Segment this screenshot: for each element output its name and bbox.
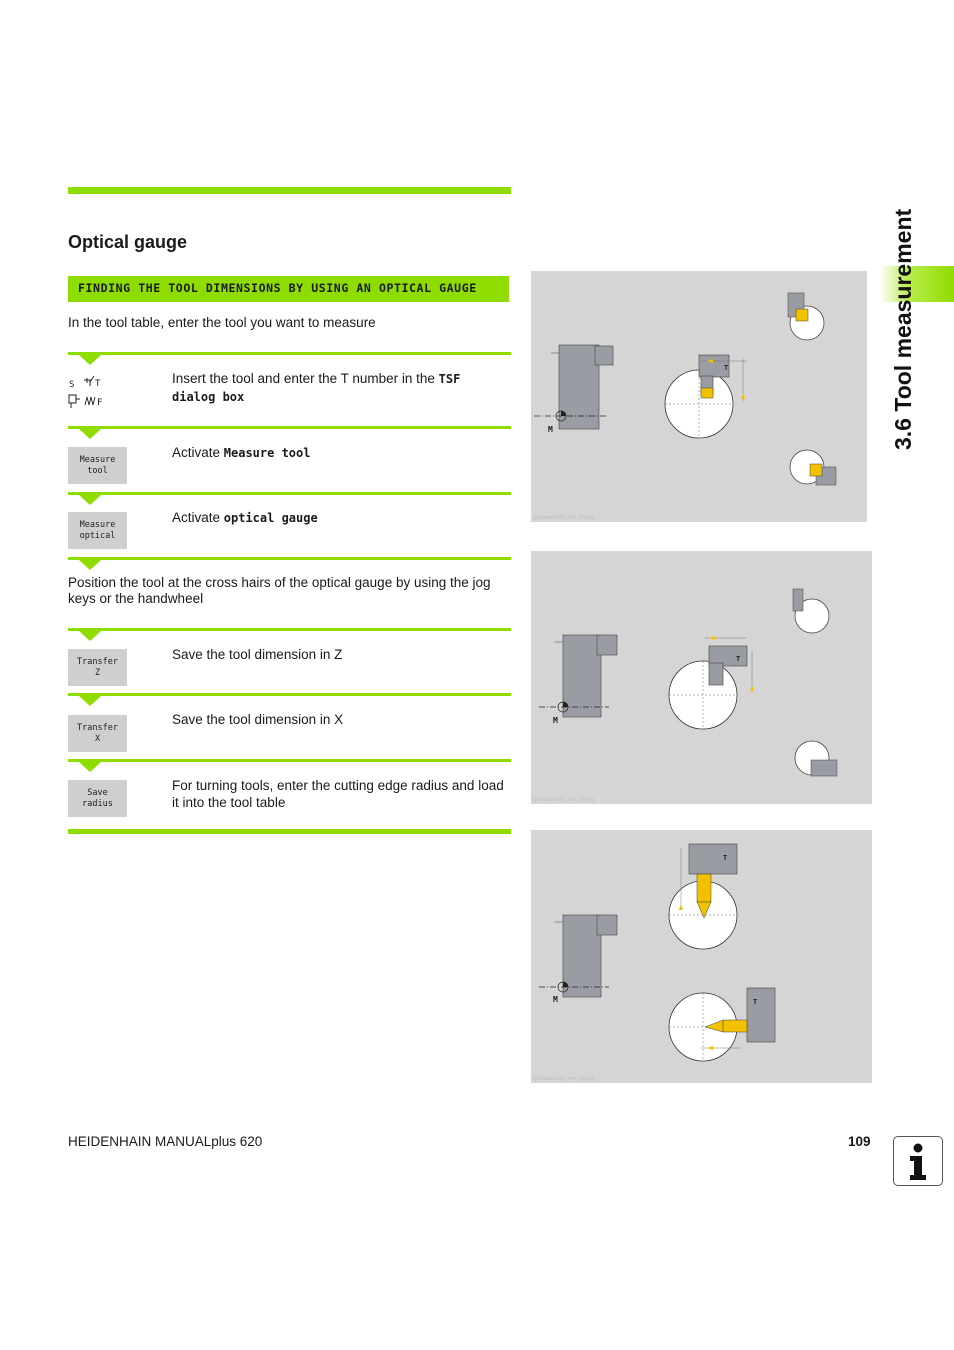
step1-label: Insert the tool and enter the T number in the xyxy=(172,371,439,386)
step-separator xyxy=(68,426,511,429)
step1-text xyxy=(172,370,510,406)
step3-code: optical gauge xyxy=(223,511,318,525)
origin-label: M xyxy=(553,716,558,725)
tool-insert-icon xyxy=(701,388,713,398)
step-arrow-icon xyxy=(79,696,101,706)
softkey-label: radius xyxy=(82,798,113,809)
tool-label: T xyxy=(736,655,741,663)
step2-code: Measure tool xyxy=(223,446,311,460)
softkey-label: Z xyxy=(94,667,101,678)
measure-optical-softkey[interactable] xyxy=(68,512,127,549)
step2-label: Activate xyxy=(172,445,224,460)
transfer-z-softkey[interactable] xyxy=(68,649,127,686)
figure-3 xyxy=(531,830,872,1083)
step-arrow-icon xyxy=(79,560,101,570)
figure-2-caption: g/anladen/e20_mnt_02.png xyxy=(533,797,594,803)
step-arrow-icon xyxy=(79,495,101,505)
step-separator xyxy=(68,557,511,560)
step2-text xyxy=(172,444,510,462)
step-separator xyxy=(68,492,511,495)
step6-text: For turning tools, enter the cutting edge radius and load it into the tool table xyxy=(172,778,504,810)
tool-label: T xyxy=(724,364,729,372)
page-title: Optical gauge xyxy=(68,232,188,252)
figure-1-caption: g/anladen/e20_mnt_01.png xyxy=(533,515,594,521)
figure-1 xyxy=(531,271,867,522)
step-arrow-icon xyxy=(79,631,101,641)
measure-tool-softkey[interactable] xyxy=(68,447,127,484)
info-icon xyxy=(893,1136,943,1186)
figure-2 xyxy=(531,551,872,804)
step-arrow-icon xyxy=(79,762,101,772)
transfer-x-softkey[interactable] xyxy=(68,715,127,752)
step1-code-dialog: dialog box xyxy=(172,390,245,404)
section-side-title: 3.6 Tool measurement xyxy=(890,208,916,450)
step3-text xyxy=(172,509,510,527)
step3-label: Activate xyxy=(172,510,224,525)
end-rule xyxy=(68,829,511,834)
step-separator xyxy=(68,693,511,696)
softkey-label: Measure xyxy=(79,454,116,465)
tool-label: T xyxy=(723,854,728,862)
figure-3-caption: g/anladen/e20_mnt_03.png xyxy=(533,1076,594,1082)
softkey-label: tool xyxy=(87,465,108,476)
softkey-label: Transfer xyxy=(77,656,118,667)
origin-label: M xyxy=(553,995,558,1004)
save-radius-softkey[interactable] xyxy=(68,780,127,817)
procedure-heading: FINDING THE TOOL DIMENSIONS BY USING AN OPTICAL GAUGE xyxy=(78,281,477,295)
tsf-softkey-icon[interactable] xyxy=(68,370,108,410)
softkey-label: Measure xyxy=(79,519,116,530)
page-number: 109 xyxy=(848,1134,871,1149)
middle-text: Position the tool at the cross hairs of the optical gauge by using the jog keys or the handwheel xyxy=(68,575,491,606)
softkey-label: optical xyxy=(79,530,116,541)
softkey-label: Save xyxy=(87,787,108,798)
step-arrow-icon xyxy=(79,429,101,439)
tsf-s-glyph: S xyxy=(69,380,75,390)
step5-text: Save the tool dimension in X xyxy=(172,712,344,727)
top-rule xyxy=(68,187,511,194)
tsf-f-glyph: F xyxy=(97,398,103,408)
step-separator xyxy=(68,759,511,762)
softkey-label: X xyxy=(94,733,101,744)
workpiece-shape xyxy=(559,345,599,429)
step1-code-tsf: TSF xyxy=(438,372,461,386)
step-separator xyxy=(68,352,511,355)
origin-label: M xyxy=(548,425,553,434)
intro-text: In the tool table, enter the tool you want to measure xyxy=(68,315,376,330)
footer-product: HEIDENHAIN MANUALplus 620 xyxy=(68,1134,263,1149)
softkey-label: Transfer xyxy=(77,722,118,733)
step4-text: Save the tool dimension in Z xyxy=(172,647,343,662)
step-separator xyxy=(68,628,511,631)
tool-label: T xyxy=(753,998,758,1006)
tsf-t-glyph: T xyxy=(95,379,101,389)
step-arrow-icon xyxy=(79,355,101,365)
